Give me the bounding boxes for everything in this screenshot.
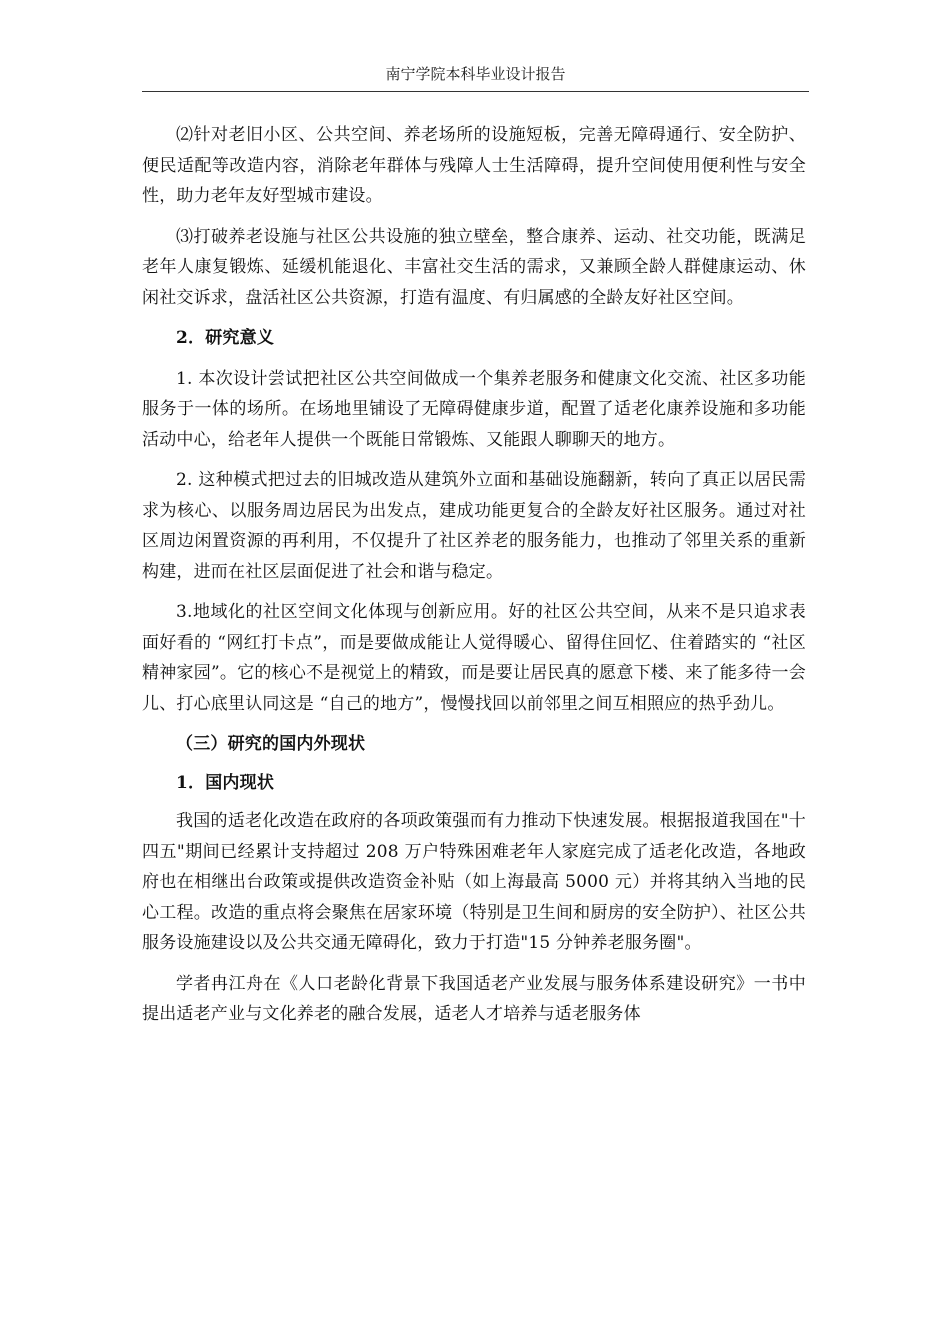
document-body <box>142 120 806 1030</box>
header-divider <box>142 91 809 92</box>
heading-research-status: （三）研究的国内外现状 <box>176 734 366 754</box>
paragraph-significance-3: 3.地域化的社区空间文化体现与创新应用。好的社区公共空间，从来不是只追求表面好看的 “网红打卡点”，而是要做成能让人觉得暖心、留得住回忆、住着踏实的 “社区精神家园”。它的核心不是视觉上的精致，而是要让居民真的愿意下楼、来了能多待一会儿、打心底里认同这是 “自己的地方”，慢慢找回以前邻里之间互相照应的热乎劲儿。 <box>142 602 806 714</box>
paragraph-significance-2: 2. 这种模式把过去的旧城改造从建筑外立面和基础设施翻新，转向了真正以居民需求为核心、以服务周边居民为出发点，建成功能更复合的全龄友好社区服务。通过对社区周边闲置资源的再利用，不仅提升了社区养老的服务能力，也推动了邻里关系的重新构建，进而在社区层面促进了社会和谐与稳定。 <box>142 470 806 582</box>
paragraph-objective-3: ⑶打破养老设施与社区公共设施的独立壁垒，整合康养、运动、社交功能，既满足老年人康复锻炼、延缓机能退化、丰富社交生活的需求，又兼顾全龄人群健康运动、休闲社交诉求，盘活社区公共资源，打造有温度、有归属感的全龄友好社区空间。 <box>142 226 806 308</box>
paragraph-domestic-2: 学者冉江舟在《人口老龄化背景下我国适老产业发展与服务体系建设研究》一书中提出适老产业与文化养老的融合发展，适老人才培养与适老服务体 <box>142 973 806 1024</box>
paragraph-significance-1: 1. 本次设计尝试把社区公共空间做成一个集养老服务和健康文化交流、社区多功能服务于一体的场所。在场地里铺设了无障碍健康步道，配置了适老化康养设施和多功能活动中心，给老年人提供一个既能日常锻炼、又能跟人聊聊天的地方。 <box>142 368 806 450</box>
heading-research-significance: 2．研究意义 <box>176 328 275 348</box>
heading-domestic-status: 1．国内现状 <box>176 772 275 793</box>
page-header-title: 南宁学院本科毕业设计报告 <box>385 66 566 83</box>
paragraph-objective-2: ⑵针对老旧小区、公共空间、养老场所的设施短板，完善无障碍通行、安全防护、便民适配等改造内容，消除老年群体与残障人士生活障碍，提升空间使用便利性与安全性，助力老年友好型城市建设。 <box>142 125 806 206</box>
paragraph-domestic-1: 我国的适老化改造在政府的各项政策强而有力推动下快速发展。根据报道我国在"十四五"期间已经累计支持超过 208 万户特殊困难老年人家庭完成了适老化改造，各地政府也在相继出台政策或提供改造资金补贴（如上海最高 5000 元）并将其纳入当地的民心工程。改造的重点将会聚焦在居家环境（特别是卫生间和厨房的安全防护）、社区公共服务设施建设以及公共交通无障碍化，致力于打造"15 分钟养老服务圈"。 <box>142 811 806 953</box>
